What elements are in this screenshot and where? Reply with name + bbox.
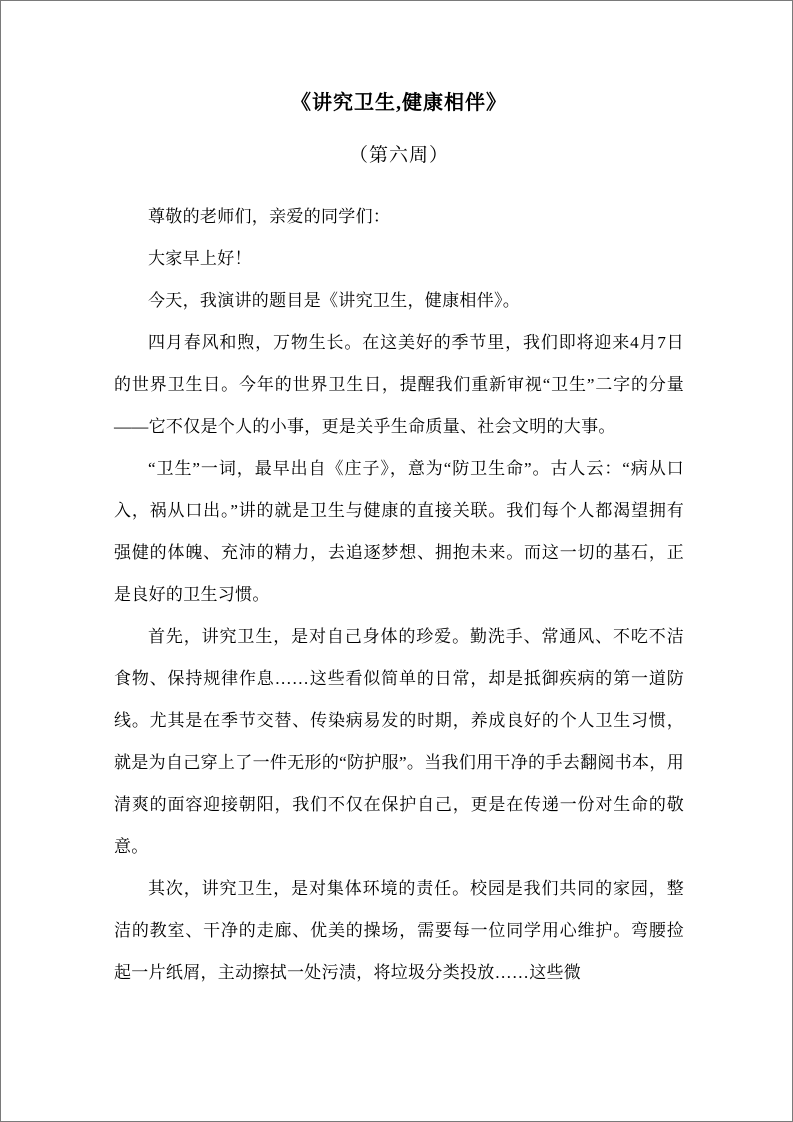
paragraph-collective-responsibility: 其次，讲究卫生，是对集体环境的责任。校园是我们共同的家园，整洁的教室、干净的走廊、优美的操场，需要每一位同学用心维护。弯腰捡起一片纸屑，主动擦拭一处污渍，将垃圾分类投放……这些微 [114, 878, 684, 982]
document-title: 《讲究卫生,健康相伴》 [291, 92, 507, 114]
document-body [114, 89, 684, 994]
document-subtitle: （第六周） [348, 145, 449, 166]
paragraph-topic: 今天，我演讲的题目是《讲究卫生，健康相伴》。 [148, 290, 521, 310]
paragraph-personal-hygiene: 首先，讲究卫生，是对自己身体的珍爱。勤洗手、常通风、不吃不洁食物、保持规律作息……这些看似简单的日常，却是抵御疾病的第一道防线。尤其是在季节交替、传染病易发的时期，养成良好的个人卫生习惯，就是为自己穿上了一件无形的“防护服”。当我们用干净的手去翻阅书本，用清爽的面容迎接朝阳，我们不仅在保护自己，更是在传递一份对生命的敬意。 [114, 626, 684, 856]
paragraph-origin-of-word: “卫生”一词，最早出自《庄子》，意为“防卫生命”。古人云：“病从口入，祸从口出。”讲的就是卫生与健康的直接关联。我们每个人都渴望拥有强健的体魄、充沛的精力，去追逐梦想、拥抱未来。而这一切的基石，正是良好的卫生习惯。 [114, 458, 684, 604]
paragraph-greeting: 尊敬的老师们，亲爱的同学们： [148, 206, 391, 226]
paragraph-world-health-day: 四月春风和煦，万物生长。在这美好的季节里，我们即将迎来4月7日的世界卫生日。今年的世界卫生日，提醒我们重新审视“卫生”二字的分量——它不仅是个人的小事，更是关乎生命质量、社会文明的大事。 [114, 332, 684, 436]
paragraph-good-morning: 大家早上好！ [148, 248, 252, 268]
